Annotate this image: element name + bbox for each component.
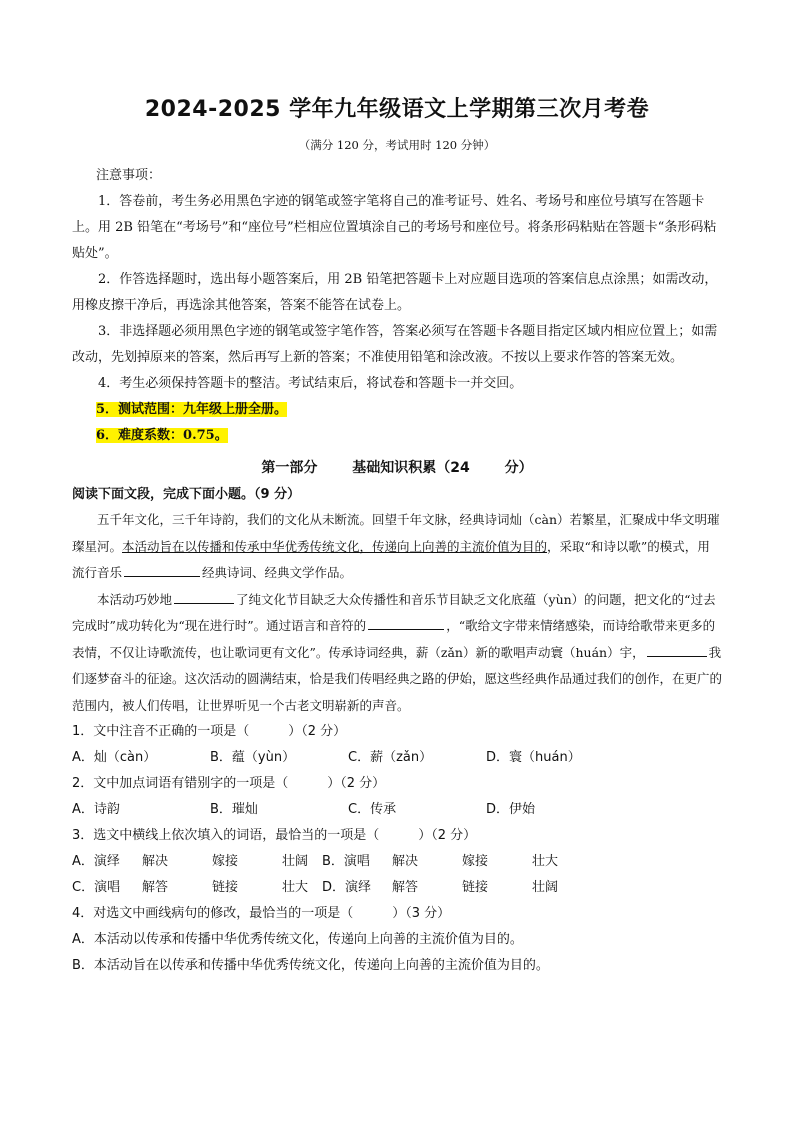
question-2-stem: 2．文中加点词语有错别字的一项是（ ）（2 分） [72, 776, 386, 791]
option-a-word-3: 嫁接 [212, 854, 239, 869]
option-c-word-2: 解答 [142, 880, 169, 895]
option-d: D．伊始 [486, 802, 536, 817]
note-item-1: 1．答卷前，考生务必用黑色字迹的钢笔或签字笔将自己的准考证号、姓名、考场号和座位号填写在答题卡上。用 2B 铅笔在“考场号”和“座位号”栏相应位置填涂自己的考场号和座位号。将条形码粘贴在答题卡“条形码粘贴处”。 [72, 194, 717, 261]
exam-page [72, 92, 722, 979]
passage-paragraph-2 [72, 587, 722, 720]
fill-blank-2 [174, 591, 234, 604]
question-4-option-a: A．本活动以传承和传播中华优秀传统文化，传递向上向善的主流价值为目的。 [72, 932, 523, 947]
option-c-word-3: 链接 [212, 880, 239, 895]
passage-text: 本活动巧妙地 [97, 591, 173, 607]
option-b-word-1: B．演唱 [322, 854, 370, 869]
option-b: B．蕴（yùn） [210, 750, 296, 765]
exam-subtitle: （满分 120 分，考试用时 120 分钟） [298, 138, 496, 152]
note-item-3: 3．非选择题必须用黑色字迹的钢笔或签字笔作答，答案必须写在答题卡各题目指定区域内相应位置上；如需改动，先划掉原来的答案，然后再写上新的答案；不准使用铅笔和涂改液。不按以上要求作答的答案无效。 [72, 324, 718, 365]
question-2-options [72, 797, 722, 823]
note-item-6 [72, 423, 722, 449]
note-item-4: 4．考生必须保持答题卡的整洁。考试结束后，将试卷和答题卡一并交回。 [98, 376, 523, 391]
question-3-stem: 3．选文中横线上依次填入的词语，最恰当的一项是（ ）（2 分） [72, 828, 477, 843]
option-d-word-3: 链接 [462, 880, 489, 895]
section-title: 第一部分 基础知识积累（24 分） [261, 460, 533, 476]
fill-blank-1 [124, 564, 200, 577]
question-4-stem: 4．对选文中画线病句的修改，最恰当的一项是（ ）（3 分） [72, 906, 451, 921]
option-b: B．璀灿 [210, 802, 258, 817]
option-c-word-4: 壮大 [282, 880, 309, 895]
option-a-word-4: 壮阔 [282, 854, 309, 869]
passage-text: 五千年文化，三千年诗韵，我们的文化从未断流。回望千年文脉，经典诗词灿（càn）若繁星，汇聚成中华文明璀璨星河。 [72, 512, 720, 554]
notes-heading: 注意事项： [96, 168, 162, 183]
option-d-word-1: D．演绎 [322, 880, 372, 895]
note-item-5 [72, 397, 722, 423]
option-a: A．灿（càn） [72, 750, 157, 765]
option-c: C．传承 [348, 802, 397, 817]
option-b-word-2: 解决 [392, 854, 419, 869]
option-d: D．寰（huán） [486, 750, 581, 765]
highlight-difficulty: 6．难度系数：0.75。 [96, 428, 228, 443]
question-3-options-row-1 [72, 849, 722, 875]
fill-blank-3 [368, 617, 444, 630]
passage-text: ，采取“和诗以歌”的模式，用流行音乐 [72, 538, 710, 580]
option-b-word-3: 嫁接 [462, 854, 489, 869]
question-4-option-b: B．本活动旨在以传承和传播中华优秀传统文化，传递向上向善的主流价值为目的。 [72, 958, 549, 973]
note-item-2: 2．作答选择题时，选出每小题答案后，用 2B 铅笔把答题卡上对应题目选项的答案信息点涂黑；如需改动，用橡皮擦干净后，再选涂其他答案，答案不能答在试卷上。 [72, 272, 718, 313]
passage-text: ，“歌给文字带来情绪感染，而诗给歌带来更多的表情，不仅让诗歌流传，也让歌词更有文化”。传承诗词经典，薪（zǎn）新的歌唱声动寰（huán）宇， [72, 618, 716, 660]
passage-text: 经典诗词、经典文学作品。 [202, 565, 353, 580]
question-1-stem: 1．文中注音不正确的一项是（ ）（2 分） [72, 724, 347, 739]
option-a-word-1: A．演绎 [72, 854, 120, 869]
reading-instruction: 阅读下面文段，完成下面小题。（9 分） [72, 487, 301, 502]
question-1-options [72, 745, 722, 771]
option-a: A．诗韵 [72, 802, 120, 817]
exam-title: 2024-2025 学年九年级语文上学期第三次月考卷 [144, 97, 650, 122]
highlight-scope: 5．测试范围：九年级上册全册。 [96, 402, 288, 417]
option-b-word-4: 壮大 [532, 854, 559, 869]
option-c: C．薪（zǎn） [348, 750, 433, 765]
fill-blank-4 [647, 644, 707, 657]
option-c-word-1: C．演唱 [72, 880, 121, 895]
passage-text: 了纯文化节目缺乏大众传播性和音乐节目缺乏文化底蕴（yùn）的问题，把文化的“过去完成时”成功转化为“现在进行时”。通过语言和音符的 [72, 591, 716, 633]
option-a-word-2: 解决 [142, 854, 169, 869]
underlined-sentence: 本活动旨在以传播和传承中华优秀传统文化，传递向上向善的主流价值为目的 [122, 538, 548, 554]
passage-paragraph-1 [72, 507, 722, 587]
passage-text: 我们逐梦奋斗的征途。这次活动的圆满结束，恰是我们传唱经典之路的伊始，愿这些经典作品通过我们的创作，在更广的范围内，被人们传唱，让世界听见一个古老文明崭新的声音。 [72, 644, 723, 713]
question-3-options-row-2 [72, 875, 722, 901]
option-d-word-2: 解答 [392, 880, 419, 895]
option-d-word-4: 壮阔 [532, 880, 559, 895]
